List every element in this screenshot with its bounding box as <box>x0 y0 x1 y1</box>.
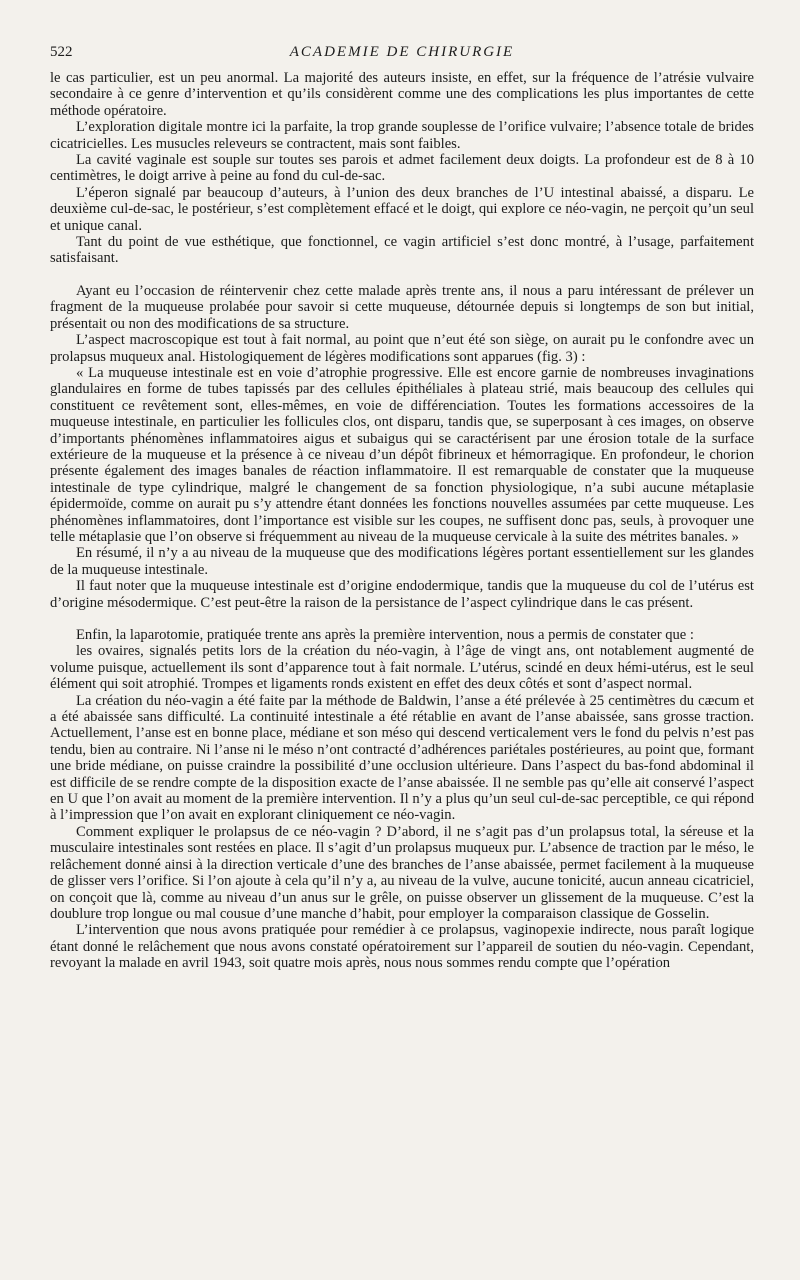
paragraph: L’aspect macroscopique est tout à fait normal, au point que n’eut été son siège, on aurait pu le confondre avec un prolapsus muqueux anal. Histologiquement de légères modifications sont apparues (fig. 3) : <box>50 332 754 365</box>
paragraph: Ayant eu l’occasion de réintervenir chez cette malade après trente ans, il nous a paru intéressant de prélever un fragment de la muqueuse prolabée pour savoir si cette muqueuse, détournée depuis si longtemps de son but initial, présentait ou non des modifications de sa structure. <box>50 282 754 332</box>
body-text <box>50 70 754 972</box>
page-number: 522 <box>50 44 73 60</box>
running-title: ACADEMIE DE CHIRURGIE <box>289 44 515 60</box>
paragraph: Tant du point de vue esthétique, que fonctionnel, ce vagin artificiel s’est donc montré, à l’usage, parfaitement satisfaisant. <box>50 234 754 267</box>
paragraph: L’intervention que nous avons pratiquée pour remédier à ce prolapsus, vaginopexie indirecte, nous paraît logique étant donné le relâchement que nous avons constaté opératoirement sur l’appareil de soutien du néo-vagin. Cependant, revoyant la malade en avril 1943, soit quatre mois après, nous nous sommes rendu compte que l’opération <box>50 922 754 972</box>
page-header <box>50 44 754 66</box>
paragraph: En résumé, il n’y a au niveau de la muqueuse que des modifications légères portant essentiellement sur les glandes de la muqueuse intestinale. <box>50 545 754 578</box>
paragraph: L’éperon signalé par beaucoup d’auteurs, à l’union des deux branches de l’U intestinal abaissé, a disparu. Le deuxième cul-de-sac, le postérieur, s’est complètement effacé et le doigt, qui explore ce néo-vagin, ne perçoit qu’un seul et unique canal. <box>50 184 754 234</box>
paragraph: Il faut noter que la muqueuse intestinale est d’origine endodermique, tandis que la muqueuse du col de l’utérus est d’origine mésodermique. C’est peut-être la raison de la persistance de l’aspect cylindrique dans le cas présent. <box>50 578 754 611</box>
paragraph: La cavité vaginale est souple sur toutes ses parois et admet facilement deux doigts. La profondeur est de 8 à 10 centimètres, le doigt arrive à peine au fond du cul-de-sac. <box>50 152 754 185</box>
paragraph: Enfin, la laparotomie, pratiquée trente ans après la première intervention, nous a permis de constater que : <box>76 627 694 643</box>
quoted-histology-report: « La muqueuse intestinale est en voie d’atrophie progressive. Elle est encore garnie de nombreuses invaginations glandulaires en forme de tubes tapissés par des cellules épithéliales à plateau strié, mais beaucoup des cellules qui constituent ce revêtement sont, elles-mêmes, en voie de différenciation. Toutes les formations accessoires de la muqueuse intestinale, en particulier les follicules clos, ont disparu, tandis que, se superposant à ces images, on observe d’importants phénomènes inflammatoires aigus et subaigus qui se caractérisent par une érosion totale de la surface extérieure de la muqueuse et la présence à ce niveau d’un dépôt fibrineux et hémorragique. En profondeur, le chorion présente également des images banales de réaction inflammatoire. Il est remarquable de constater que la muqueuse intestinale de type cylindrique, malgré le changement de sa fonction physiologique, n’a subi aucune métaplasie épidermoïde, comme on aurait pu s’y attendre étant données les fonctions nouvelles assumées par cette muqueuse. Les phénomènes inflammatoires, dont l’importance est visible sur les coupes, ne suffisent donc pas, seuls, à provoquer une telle métaplasie que l’on observe si fréquemment au niveau de la muqueuse cervicale à la suite des métrites banales. » <box>50 364 754 545</box>
paragraph: le cas particulier, est un peu anormal. La majorité des auteurs insiste, en effet, sur la fréquence de l’atrésie vulvaire secondaire à ce genre d’intervention et qu’ils considèrent comme une des complications les plus importantes de cette méthode opératoire. <box>50 70 754 119</box>
paragraph: Comment expliquer le prolapsus de ce néo-vagin ? D’abord, il ne s’agit pas d’un prolapsus total, la séreuse et la musculaire intestinales sont restées en place. Il s’agit d’un prolapsus muqueux pur. L’absence de traction par le méso, le relâchement donné ainsi à la direction verticale d’une des branches de l’anse abaissée, permet facilement à la muqueuse de glisser vers l’orifice. Si l’on ajoute à cela qu’il n’y a, au niveau de la vulve, aucune tonicité, aucun anneau cicatriciel, on conçoit que là, comme au niveau d’un anus sur le grêle, on puisse observer un glissement de la muqueuse. C’est la doublure trop longue ou mal cousue d’une manche d’habit, pour employer la comparaison classique de Gosselin. <box>50 823 754 922</box>
section-gap <box>50 611 754 627</box>
paragraph: La création du néo-vagin a été faite par la méthode de Baldwin, l’anse a été prélevée à 25 centimètres du cæcum et a été abaissée sans difficulté. La continuité intestinale a été rétablie en avant de l’anse abaissée, sans grosse traction. Actuellement, l’anse est en bonne place, médiane et son méso qui descend verticalement vers le fond du pelvis n’est pas tendu, bien au contraire. Ni l’anse ni le méso n’ont contracté d’adhérences pariétales postérieures, au point que, formant une bride médiane, on puisse craindre la possibilité d’une occlusion ultérieure. Dans l’aspect du bas-fond abdominal il est difficile de se rendre compte de la disposition exacte de l’anse abaissée. Il ne semble pas qu’elle ait conservé l’aspect en U que l’on avait au moment de la première intervention. Il n’y a plus qu’un seul cul-de-sac perceptible, ce qui répond à l’impression que l’on avait en explorant cliniquement ce néo-vagin. <box>50 692 754 824</box>
paragraph: les ovaires, signalés petits lors de la création du néo-vagin, à l’âge de vingt ans, ont notablement augmenté de volume puisque, actuellement ils sont d’apparence tout à fait normale. L’utérus, scindé en deux hémi-utérus, est le seul élément qui soit atrophié. Trompes et ligaments ronds existent en effet des deux côtés et sont d’aspect normal. <box>50 643 754 693</box>
paragraph: L’exploration digitale montre ici la parfaite, la trop grande souplesse de l’orifice vulvaire; l’absence totale de brides cicatricielles. Les musucles releveurs se contractent, mais sont faibles. <box>50 119 754 152</box>
section-gap <box>50 267 754 283</box>
